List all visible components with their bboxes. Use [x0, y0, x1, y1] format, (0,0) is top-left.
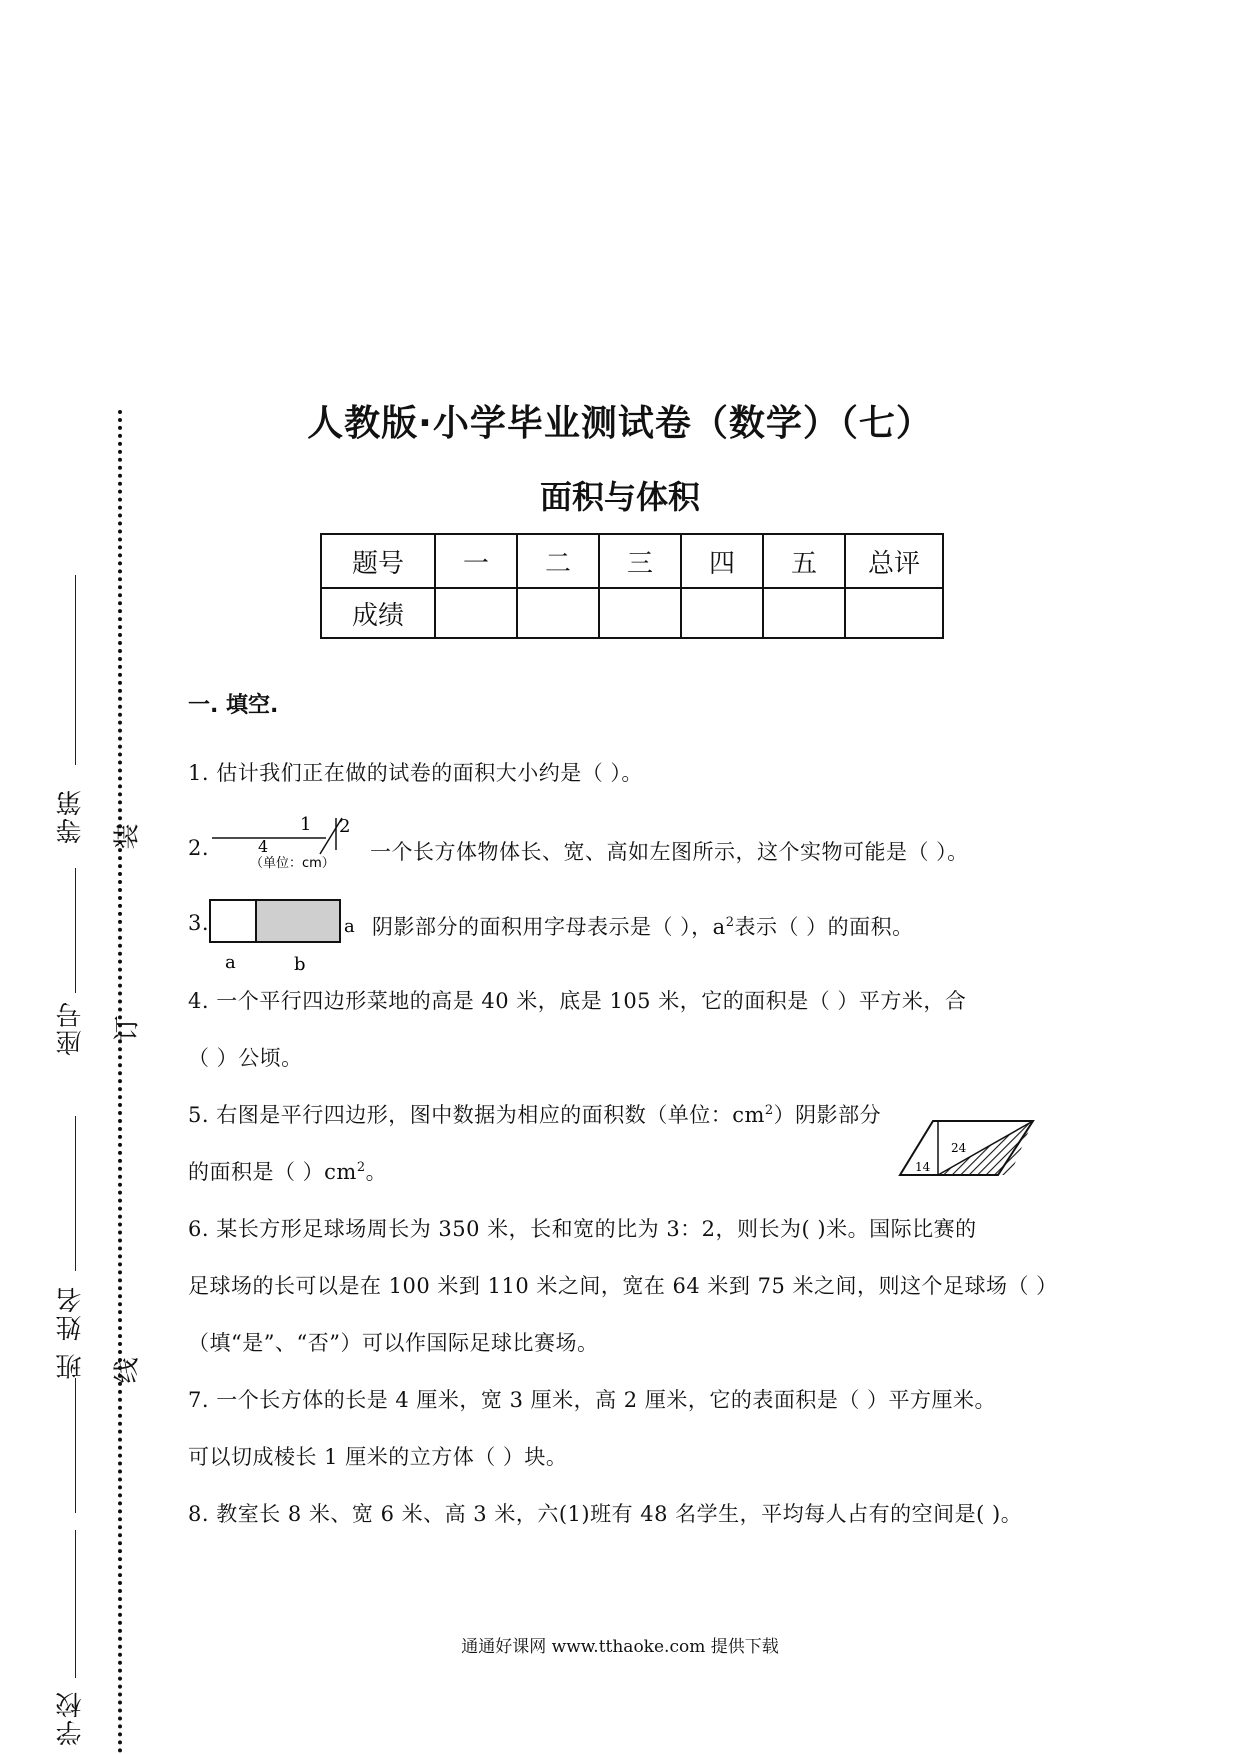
school-label: 学校	[56, 1690, 86, 1746]
side-a-label: a	[344, 916, 355, 937]
score-cell-label: 题号	[321, 534, 435, 588]
bottom-a-label: a	[225, 952, 236, 973]
question-5-superscript-2: 2	[356, 1160, 366, 1175]
question-4-line-1: 4. 一个平行四边形菜地的高是 40 米，底是 105 米，它的面积是（ ）平方米，合	[188, 989, 967, 1013]
question-3-text	[372, 911, 914, 941]
score-table-grade-row	[321, 588, 943, 638]
rectangle-ab-figure	[208, 898, 358, 974]
question-4-line-2: （ ）公顷。	[188, 1046, 303, 1070]
question-6-line-3: （填“是”、“否”）可以作国际足球比赛场。	[188, 1331, 599, 1355]
question-5-superscript-1: 2	[764, 1103, 774, 1118]
seat-label: 座号	[56, 1000, 86, 1056]
question-6-line-1: 6. 某长方形足球场周长为 350 米，长和宽的比为 3：2，则长为( )米。国际比赛的	[188, 1217, 977, 1241]
bottom-b-label: b	[294, 954, 306, 974]
rank-blank-line	[75, 575, 76, 765]
question-3-text-a: 阴影部分的面积用字母表示是（ ），a	[372, 915, 726, 939]
grade-cell-label: 成绩	[321, 588, 435, 638]
grade-cell-blank[interactable]	[845, 588, 943, 638]
grade-cell-blank[interactable]	[681, 588, 763, 638]
question-7-line-1: 7. 一个长方体的长是 4 厘米，宽 3 厘米，高 2 厘米，它的表面积是（ ）平方厘米。	[188, 1388, 997, 1412]
question-5-line-1	[188, 1099, 881, 1129]
score-cell-total: 总评	[845, 534, 943, 588]
binding-char-xian: 线	[112, 1357, 143, 1384]
rank-label: 等第	[56, 788, 86, 844]
question-7-line-2: 可以切成棱长 1 厘米的立方体（ ）块。	[188, 1445, 568, 1469]
question-3-number: 3.	[188, 911, 210, 935]
score-cell-q2: 二	[517, 534, 599, 588]
unit-note: （单位：cm）	[250, 856, 335, 870]
score-table-header-row	[321, 534, 943, 588]
question-5-text-a: 5. 右图是平行四边形，图中数据为相应的面积数（单位：cm	[188, 1103, 765, 1127]
score-cell-q1: 一	[435, 534, 517, 588]
score-cell-q4: 四	[681, 534, 763, 588]
height-value: 2	[339, 816, 351, 837]
score-cell-q5: 五	[763, 534, 845, 588]
name-blank-line	[75, 1378, 76, 1513]
question-8: 8. 教室长 8 米、宽 6 米、高 3 米，六(1)班有 48 名学生，平均每人占有的空间是( )。	[188, 1502, 1023, 1526]
score-cell-q3: 三	[599, 534, 681, 588]
question-5-text-c: 的面积是（ ）cm	[188, 1160, 357, 1184]
question-3-superscript: 2	[725, 915, 735, 930]
grade-cell-blank[interactable]	[517, 588, 599, 638]
question-5-text-d: 。	[365, 1160, 388, 1184]
question-2-number: 2.	[188, 836, 210, 860]
question-1: 1. 估计我们正在做的试卷的面积大小约是（ ）。	[188, 761, 643, 785]
question-3-text-b: 表示（ ）的面积。	[734, 915, 914, 939]
cuboid-dimension-figure	[208, 810, 358, 870]
binding-char-zhuang: 装	[112, 823, 143, 850]
length-value: 4	[258, 837, 269, 856]
binding-dotted-line	[118, 410, 122, 1754]
section-heading: 一. 填空.	[188, 693, 279, 718]
area-14-label: 14	[915, 1160, 931, 1174]
parallelogram-figure	[898, 1118, 1038, 1180]
class-name-label: 班 姓名	[56, 1285, 86, 1380]
grade-cell-blank[interactable]	[435, 588, 517, 638]
question-5-line-2	[188, 1156, 387, 1186]
width-value: 1	[300, 814, 312, 835]
grade-cell-blank[interactable]	[763, 588, 845, 638]
seat-blank-line	[75, 868, 76, 993]
page-title: 人教版·小学毕业测试卷（数学）（七）	[307, 403, 933, 444]
class-blank-line	[75, 1116, 76, 1271]
score-table	[320, 533, 944, 639]
page-subtitle: 面积与体积	[539, 478, 700, 516]
footer-source: 通通好课网 www.tthaoke.com 提供下载	[461, 1637, 779, 1657]
question-2-text: 一个长方体物体长、宽、高如左图所示，这个实物可能是（ ）。	[370, 840, 969, 864]
grade-cell-blank[interactable]	[599, 588, 681, 638]
area-24-label: 24	[951, 1141, 967, 1155]
binding-char-ding: 订	[112, 1015, 143, 1042]
question-6-line-2: 足球场的长可以是在 100 米到 110 米之间，宽在 64 米到 75 米之间，则这个足球场（ ）	[188, 1274, 1058, 1298]
question-5-text-b: ）阴影部分	[773, 1103, 882, 1127]
